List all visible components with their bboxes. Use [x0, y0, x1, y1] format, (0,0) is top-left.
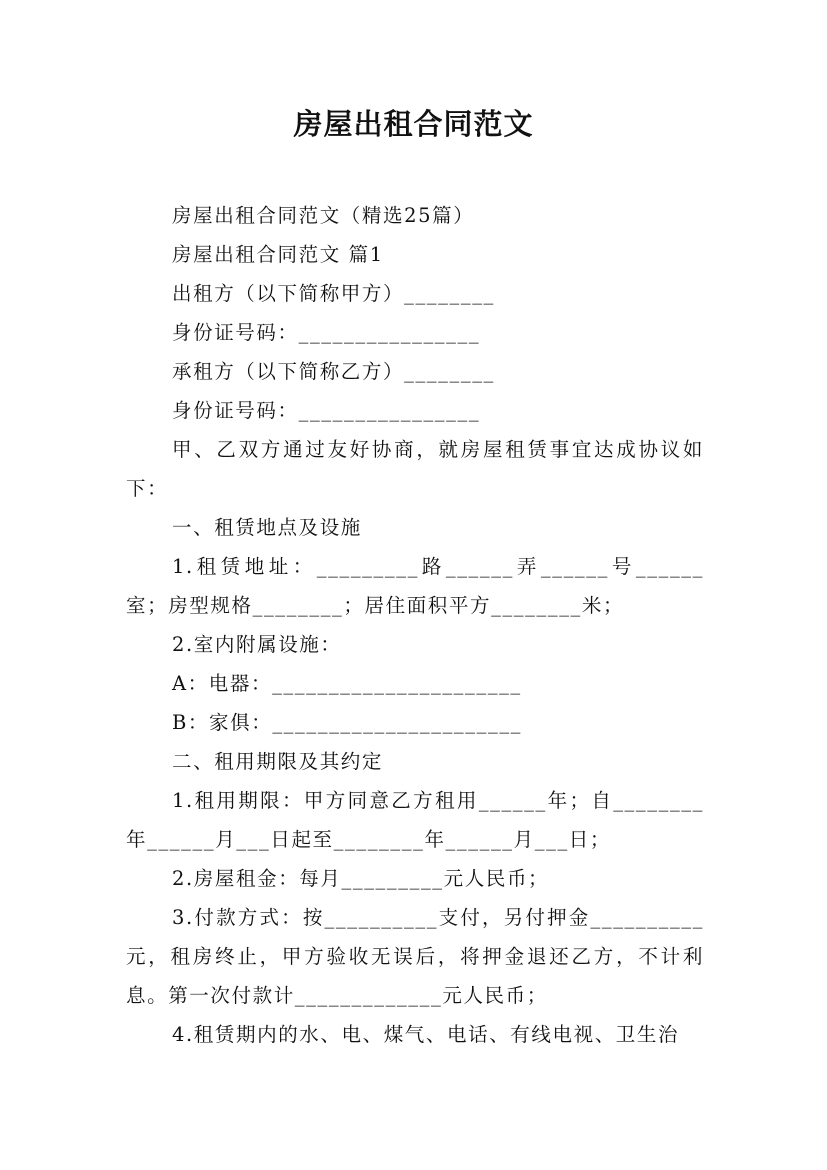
- paragraph-lease-term: 1.租用期限：甲方同意乙方租用______年；自________年______月___日起至________年______月___日；: [126, 789, 704, 851]
- paragraph-lessor-id: 身份证号码：________________: [172, 321, 481, 344]
- paragraph-agreement-intro: 甲、乙双方通过友好协商，就房屋租赁事宜达成协议如下：: [126, 438, 704, 500]
- document-body: [126, 196, 704, 1054]
- paragraph-utilities: 4.租赁期内的水、电、煤气、电话、有线电视、卫生治: [172, 1023, 680, 1046]
- paragraph-furniture: B：家俱：______________________: [172, 711, 523, 734]
- paragraph-subtitle: 房屋出租合同范文（精选25篇）: [172, 204, 475, 227]
- paragraph-lessor: 出租方（以下简称甲方）________: [172, 282, 495, 305]
- paragraph-facilities: 2.室内附属设施：: [172, 633, 342, 656]
- paragraph-heading-term: 二、租用期限及其约定: [172, 750, 384, 773]
- paragraph-rent: 2.房屋租金：每月_________元人民币；: [172, 867, 550, 890]
- paragraph-payment: 3.付款方式：按__________支付，另付押金__________元，租房终止，甲方验收无误后，将押金退还乙方，不计利息。第一次付款计_____________元人民币；: [126, 906, 704, 1007]
- paragraph-lessee-id: 身份证号码：________________: [172, 399, 481, 422]
- paragraph-heading-location: 一、租赁地点及设施: [172, 516, 362, 539]
- paragraph-address: 1.租赁地址：_________路______弄______号______室；房型规格________；居住面积平方________米；: [126, 555, 704, 617]
- paragraph-lessee: 承租方（以下简称乙方）________: [172, 360, 495, 383]
- paragraph-appliances: A：电器：______________________: [172, 672, 522, 695]
- document-title: 房屋出租合同范文: [293, 107, 534, 141]
- paragraph-section-label: 房屋出租合同范文 篇1: [172, 243, 384, 266]
